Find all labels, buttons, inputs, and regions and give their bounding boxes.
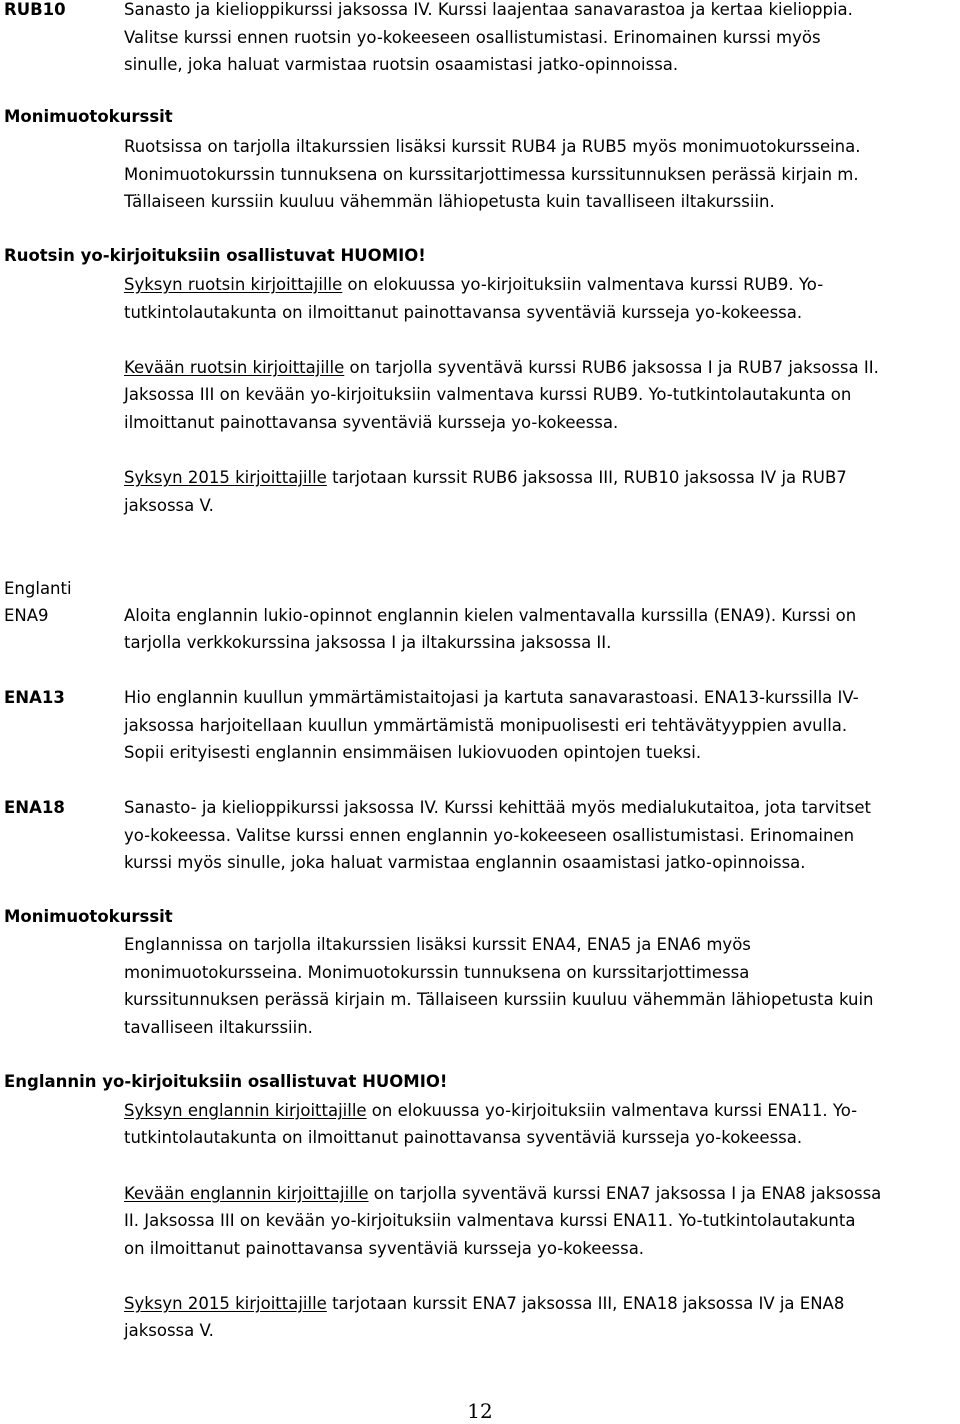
english-spring-line: II. Jaksossa III on kevään yo-kirjoituksiin valmentava kurssi ENA11. Yo-tutkintolautakunta [124,1211,856,1230]
english-autumn2015-line: Syksyn 2015 kirjoittajille tarjotaan kurssit ENA7 jaksossa III, ENA18 jaksossa IV ja ENA8 [124,1294,845,1313]
section-heading-english: Englanti [4,579,72,598]
section-heading-multiform-english: Monimuotokurssit [4,907,173,926]
english-autumn-link: Syksyn englannin kirjoittajille [124,1101,367,1120]
multiform-english-line: monimuotokursseina. Monimuotokurssin tunnuksena on kurssitarjottimessa [124,963,750,982]
page-number: 12 [467,1399,493,1423]
swedish-spring-link: Kevään ruotsin kirjoittajille [124,358,345,377]
ena13-text-line: jaksossa harjoitellaan kuullun ymmärtämistä monipuolisesti eri tehtävätyyppien avulla. [124,716,848,735]
swedish-spring-line: Jaksossa III on kevään yo-kirjoituksiin valmentava kurssi RUB9. Yo-tutkintolautakunta on [124,385,852,404]
section-heading-english-exam: Englannin yo-kirjoituksiin osallistuvat HUOMIO! [4,1072,448,1091]
multiform-swedish-line: Monimuotokurssin tunnuksena on kurssitarjottimessa kurssitunnuksen perässä kirjain m. [124,165,859,184]
swedish-autumn2015-line: Syksyn 2015 kirjoittajille tarjotaan kurssit RUB6 jaksossa III, RUB10 jaksossa IV ja RUB7 [124,468,847,487]
rub10-text-line: Sanasto ja kielioppikurssi jaksossa IV. Kurssi laajentaa sanavarastoa ja kertaa kielioppia. [124,0,853,19]
ena18-text-line: yo-kokeessa. Valitse kurssi ennen englannin yo-kokeeseen osallistumistasi. Erinomainen [124,826,855,845]
multiform-english-line: tavalliseen iltakurssiin. [124,1018,313,1037]
english-spring-link: Kevään englannin kirjoittajille [124,1184,369,1203]
section-heading-multiform-swedish: Monimuotokurssit [4,107,173,126]
swedish-autumn2015-link: Syksyn 2015 kirjoittajille [124,468,327,487]
english-spring-line: on ilmoittanut painottavansa syventäviä kursseja yo-kokeessa. [124,1239,645,1258]
swedish-autumn-line: tutkintolautakunta on ilmoittanut painottavansa syventäviä kursseja yo-kokeessa. [124,303,803,322]
course-code-ena9: ENA9 [4,606,49,625]
swedish-autumn-line: Syksyn ruotsin kirjoittajille on elokuussa yo-kirjoituksiin valmentava kurssi RUB9. Yo- [124,275,824,294]
english-autumn-line: Syksyn englannin kirjoittajille on elokuussa yo-kirjoituksiin valmentava kurssi ENA11. Yo- [124,1101,858,1120]
swedish-spring-line: Kevään ruotsin kirjoittajille on tarjolla syventävä kurssi RUB6 jaksossa I ja RUB7 jaksossa II. [124,358,879,377]
english-spring-line: Kevään englannin kirjoittajille on tarjolla syventävä kurssi ENA7 jaksossa I ja ENA8 jaksossa [124,1184,882,1203]
course-code-rub10: RUB10 [4,0,66,19]
multiform-swedish-line: Tällaiseen kurssiin kuuluu vähemmän lähiopetusta kuin tavalliseen iltakurssiin. [124,192,775,211]
ena9-text-line: tarjolla verkkokurssina jaksossa I ja iltakurssina jaksossa II. [124,633,612,652]
multiform-swedish-line: Ruotsissa on tarjolla iltakurssien lisäksi kurssit RUB4 ja RUB5 myös monimuotokursseina. [124,137,861,156]
course-code-ena13: ENA13 [4,688,65,707]
course-code-ena18: ENA18 [4,798,65,817]
english-autumn-line: tutkintolautakunta on ilmoittanut painottavansa syventäviä kursseja yo-kokeessa. [124,1128,803,1147]
ena18-text-line: kurssi myös sinulle, joka haluat varmistaa englannin osaamistasi jatko-opinnoissa. [124,853,806,872]
english-autumn2015-line: jaksossa V. [124,1321,214,1340]
ena13-text-line: Hio englannin kuullun ymmärtämistaitojasi ja kartuta sanavarastoasi. ENA13-kurssilla IV- [124,688,859,707]
swedish-autumn2015-line: jaksossa V. [124,496,214,515]
ena18-text-line: Sanasto- ja kielioppikurssi jaksossa IV. Kurssi kehittää myös medialukutaitoa, jota tarvitset [124,798,871,817]
swedish-autumn-link: Syksyn ruotsin kirjoittajille [124,275,343,294]
ena13-text-line: Sopii erityisesti englannin ensimmäisen lukiovuoden opintojen tueksi. [124,743,702,762]
rub10-text-line: sinulle, joka haluat varmistaa ruotsin osaamistasi jatko-opinnoissa. [124,55,679,74]
ena9-text-line: Aloita englannin lukio-opinnot englannin kielen valmentavalla kurssilla (ENA9). Kurssi on [124,606,857,625]
section-heading-swedish-exam: Ruotsin yo-kirjoituksiin osallistuvat HUOMIO! [4,246,426,265]
multiform-english-line: kurssitunnuksen perässä kirjain m. Tällaiseen kurssiin kuuluu vähemmän lähiopetusta kuin [124,990,874,1009]
multiform-english-line: Englannissa on tarjolla iltakurssien lisäksi kurssit ENA4, ENA5 ja ENA6 myös [124,935,751,954]
rub10-text-line: Valitse kurssi ennen ruotsin yo-kokeeseen osallistumistasi. Erinomainen kurssi myös [124,28,821,47]
english-autumn2015-link: Syksyn 2015 kirjoittajille [124,1294,327,1313]
swedish-spring-line: ilmoittanut painottavansa syventäviä kursseja yo-kokeessa. [124,413,619,432]
